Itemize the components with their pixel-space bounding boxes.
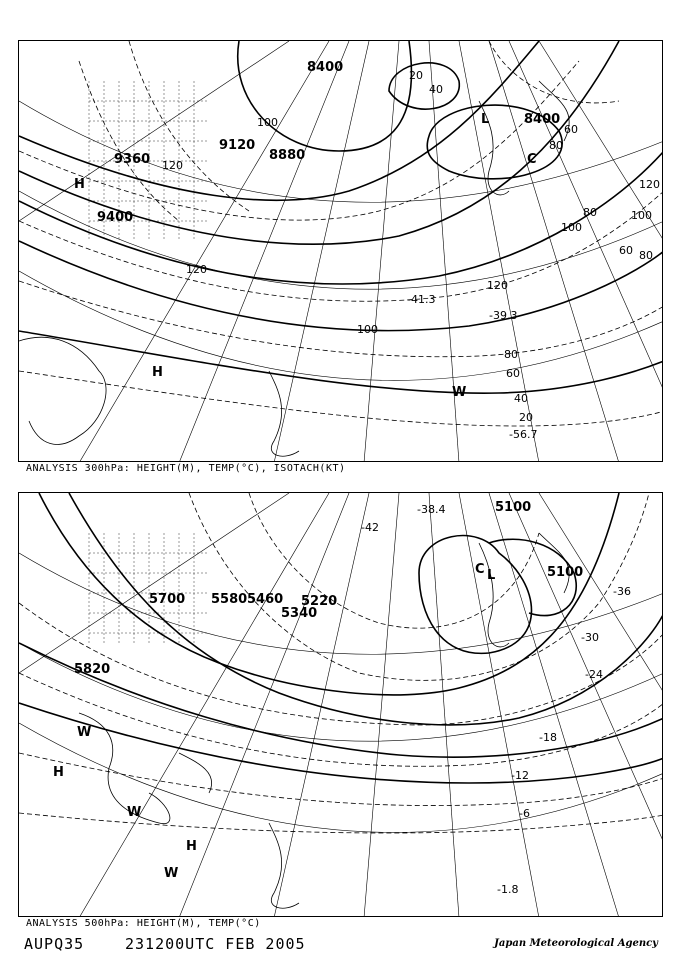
height-label-5100-b: 5100 — [547, 565, 584, 580]
pressure-center-warm-south: W — [164, 866, 179, 881]
height-label-8400-b: 8400 — [524, 112, 561, 127]
isotach-120-a: 120 — [162, 159, 183, 172]
agency-name: Japan Meteorological Agency — [494, 938, 658, 949]
height-label-8880: 8880 — [269, 148, 306, 163]
temp-label-c: -41.3 — [407, 293, 436, 306]
temp-obs-a: -38.4 — [417, 503, 446, 516]
isotach-100-b: 100 — [357, 323, 378, 336]
isotherm-6: -6 — [519, 807, 530, 820]
isotach-80-a: 80 — [549, 139, 563, 152]
isotach-80-b: 80 — [504, 348, 518, 361]
isotach-20-b: 20 — [519, 411, 533, 424]
pressure-center-cold: C — [527, 152, 537, 167]
isotach-60-a: 60 — [564, 123, 578, 136]
height-label-5700: 5700 — [149, 592, 186, 607]
isotach-100-d: 100 — [561, 221, 582, 234]
isotach-120-b: 120 — [186, 263, 207, 276]
pressure-center-warm: W — [452, 385, 467, 400]
isotach-60-c: 60 — [619, 244, 633, 257]
pressure-center-low: L — [481, 112, 490, 127]
graticule-lines — [19, 41, 663, 462]
height-label-8400-a: 8400 — [307, 60, 344, 75]
isotach-80-d: 80 — [639, 249, 653, 262]
coastline — [79, 533, 569, 908]
isotach-40-a: 40 — [429, 83, 443, 96]
isotherm-30: -30 — [581, 631, 599, 644]
coastline — [19, 81, 569, 456]
caption-300hpa: ANALYSIS 300hPa: HEIGHT(M), TEMP(°C), ISOTACH(KT) — [26, 463, 346, 474]
height-label-9400: 9400 — [97, 210, 134, 225]
isotherm-36: -36 — [613, 585, 631, 598]
isotherm-12: -12 — [511, 769, 529, 782]
chart-id: AUPQ35 — [24, 935, 85, 953]
pressure-center-high-central: H — [186, 839, 197, 854]
height-label-5100-a: 5100 — [495, 500, 532, 515]
height-label-9120: 9120 — [219, 138, 256, 153]
pressure-center-cold: C — [475, 562, 485, 577]
height-label-9360: 9360 — [114, 152, 151, 167]
pressure-center-high-south: H — [152, 365, 163, 380]
isotherm-24: -24 — [585, 668, 603, 681]
height-label-5340: 5340 — [281, 606, 318, 621]
caption-500hpa: ANALYSIS 500hPa: HEIGHT(M), TEMP(°C) — [26, 918, 261, 929]
pressure-center-high-west: H — [74, 177, 85, 192]
height-label-5820: 5820 — [74, 662, 111, 677]
pressure-center-warm-central: W — [127, 805, 142, 820]
pressure-center-high-west: H — [53, 765, 64, 780]
isotach-40-b: 40 — [514, 392, 528, 405]
isotach-20-a: 20 — [409, 69, 423, 82]
map-300hpa-svg — [19, 41, 663, 462]
pressure-center-low: L — [487, 568, 496, 583]
map-panel-500hpa — [18, 492, 663, 917]
valid-time: 231200UTC FEB 2005 — [125, 935, 306, 953]
height-label-5220: 5220 — [301, 594, 338, 609]
isotach-100-a: 100 — [257, 116, 278, 129]
isotach-100-c: 100 — [631, 209, 652, 222]
isotherm-42: -42 — [361, 521, 379, 534]
isotach-120-c: 120 — [639, 178, 660, 191]
isotach-120-d: 120 — [487, 279, 508, 292]
map-500hpa-svg — [19, 493, 663, 917]
pressure-center-warm-west: W — [77, 725, 92, 740]
temp-label-b: -56.7 — [509, 428, 538, 441]
isotherm-lines — [19, 493, 663, 833]
map-panel-300hpa — [18, 40, 663, 462]
height-label-5580: 5580 — [211, 592, 248, 607]
height-label-5460: 5460 — [247, 592, 284, 607]
temp-label-a: -39.3 — [489, 309, 518, 322]
isotach-80-c: 80 — [583, 206, 597, 219]
isotach-60-b: 60 — [506, 367, 520, 380]
temp-obs-b: -1.8 — [497, 883, 519, 896]
isotherm-18: -18 — [539, 731, 557, 744]
graticule-lines — [19, 493, 663, 917]
